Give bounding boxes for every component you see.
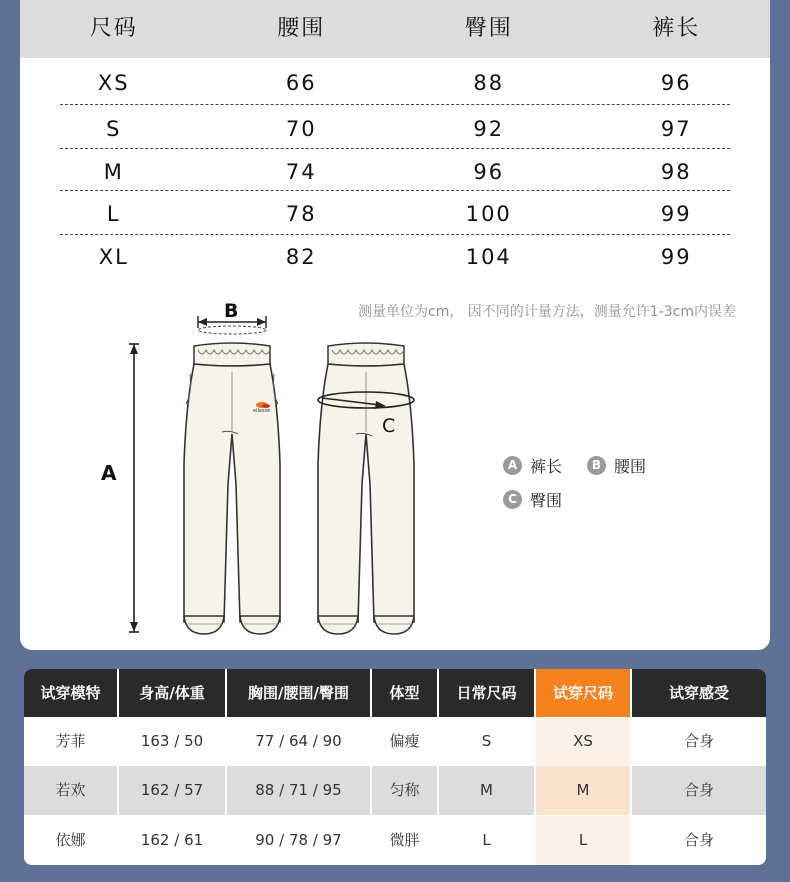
measurements: 77 / 64 / 90 xyxy=(227,717,372,766)
header-tryon-size: 试穿尺码 xyxy=(536,669,632,717)
tryon-size: M xyxy=(536,766,632,815)
legend-item-waist xyxy=(587,454,646,477)
tryon-table xyxy=(24,669,766,865)
header-feel: 试穿感受 xyxy=(632,669,766,717)
size-cell: S xyxy=(106,117,122,141)
header-height-weight: 身高/体重 xyxy=(119,669,227,717)
tryon-size: L xyxy=(536,816,632,865)
header-usual-size: 日常尺码 xyxy=(439,669,536,717)
header-measurements: 胸围/腰围/臀围 xyxy=(227,669,372,717)
table-row xyxy=(24,717,766,766)
hip-cell: 88 xyxy=(473,71,505,95)
badge-b-icon: B xyxy=(587,456,606,475)
pants-measurement-diagram xyxy=(90,294,430,644)
size-row xyxy=(20,236,770,279)
model-name: 芳菲 xyxy=(24,717,119,766)
legend-item-hip xyxy=(503,488,562,511)
length-cell: 96 xyxy=(660,71,692,95)
body-type: 匀称 xyxy=(372,766,439,815)
size-row xyxy=(20,108,770,151)
model-name: 依娜 xyxy=(24,816,119,865)
table-row xyxy=(24,816,766,865)
legend-label: 裤长 xyxy=(530,457,563,476)
size-chart-card xyxy=(20,0,770,650)
row-divider xyxy=(60,104,730,105)
waist-cell: 82 xyxy=(285,245,317,269)
size-row xyxy=(20,193,770,236)
length-cell: 98 xyxy=(660,160,692,184)
waist-cell: 74 xyxy=(285,160,317,184)
label-b: B xyxy=(224,300,239,322)
badge-c-icon: C xyxy=(503,490,522,509)
header-length: 裤长 xyxy=(652,16,701,41)
measurement-note: 测量单位为cm， 因不同的计量方法，测量允许1-3cm内误差 xyxy=(358,304,736,320)
size-cell: M xyxy=(103,160,124,184)
label-a: A xyxy=(101,461,117,485)
waist-cell: 78 xyxy=(285,202,317,226)
height-weight: 162 / 61 xyxy=(119,816,227,865)
usual-size: S xyxy=(439,717,536,766)
badge-a-icon: A xyxy=(503,456,522,475)
tryon-header xyxy=(24,669,766,717)
logo-text: ellesse xyxy=(253,408,271,414)
table-row xyxy=(24,766,766,815)
usual-size: L xyxy=(439,816,536,865)
front-pants-icon xyxy=(184,343,280,634)
size-cell: XL xyxy=(98,245,129,269)
header-model: 试穿模特 xyxy=(24,669,119,717)
size-cell: XS xyxy=(97,71,130,95)
legend-label: 腰围 xyxy=(614,457,647,476)
measurements: 88 / 71 / 95 xyxy=(227,766,372,815)
size-cell: L xyxy=(106,202,121,226)
hip-cell: 100 xyxy=(465,202,512,226)
legend-item-length xyxy=(503,454,562,477)
legend-label: 臀围 xyxy=(530,491,563,510)
body-type: 偏瘦 xyxy=(372,717,439,766)
body-type: 微胖 xyxy=(372,816,439,865)
hip-cell: 92 xyxy=(473,117,505,141)
length-cell: 97 xyxy=(660,117,692,141)
header-size: 尺码 xyxy=(89,16,138,41)
size-table-header xyxy=(20,0,770,58)
row-divider xyxy=(60,148,730,149)
back-pants-icon xyxy=(318,343,414,634)
height-weight: 162 / 57 xyxy=(119,766,227,815)
row-divider xyxy=(60,234,730,235)
feel: 合身 xyxy=(632,717,766,766)
feel: 合身 xyxy=(632,766,766,815)
waist-cell: 66 xyxy=(285,71,317,95)
measurements: 90 / 78 / 97 xyxy=(227,816,372,865)
label-c: C xyxy=(382,415,396,437)
length-cell: 99 xyxy=(660,202,692,226)
length-arrow xyxy=(129,344,139,632)
feel: 合身 xyxy=(632,816,766,865)
header-hip: 臀围 xyxy=(464,16,513,41)
tryon-size: XS xyxy=(536,717,632,766)
header-waist: 腰围 xyxy=(277,16,326,41)
length-cell: 99 xyxy=(660,245,692,269)
header-body-type: 体型 xyxy=(372,669,439,717)
waist-cell: 70 xyxy=(285,117,317,141)
usual-size: M xyxy=(439,766,536,815)
size-row xyxy=(20,62,770,105)
size-row xyxy=(20,151,770,194)
height-weight: 163 / 50 xyxy=(119,717,227,766)
model-name: 若欢 xyxy=(24,766,119,815)
row-divider xyxy=(60,190,730,191)
hip-cell: 96 xyxy=(473,160,505,184)
hip-cell: 104 xyxy=(465,245,512,269)
